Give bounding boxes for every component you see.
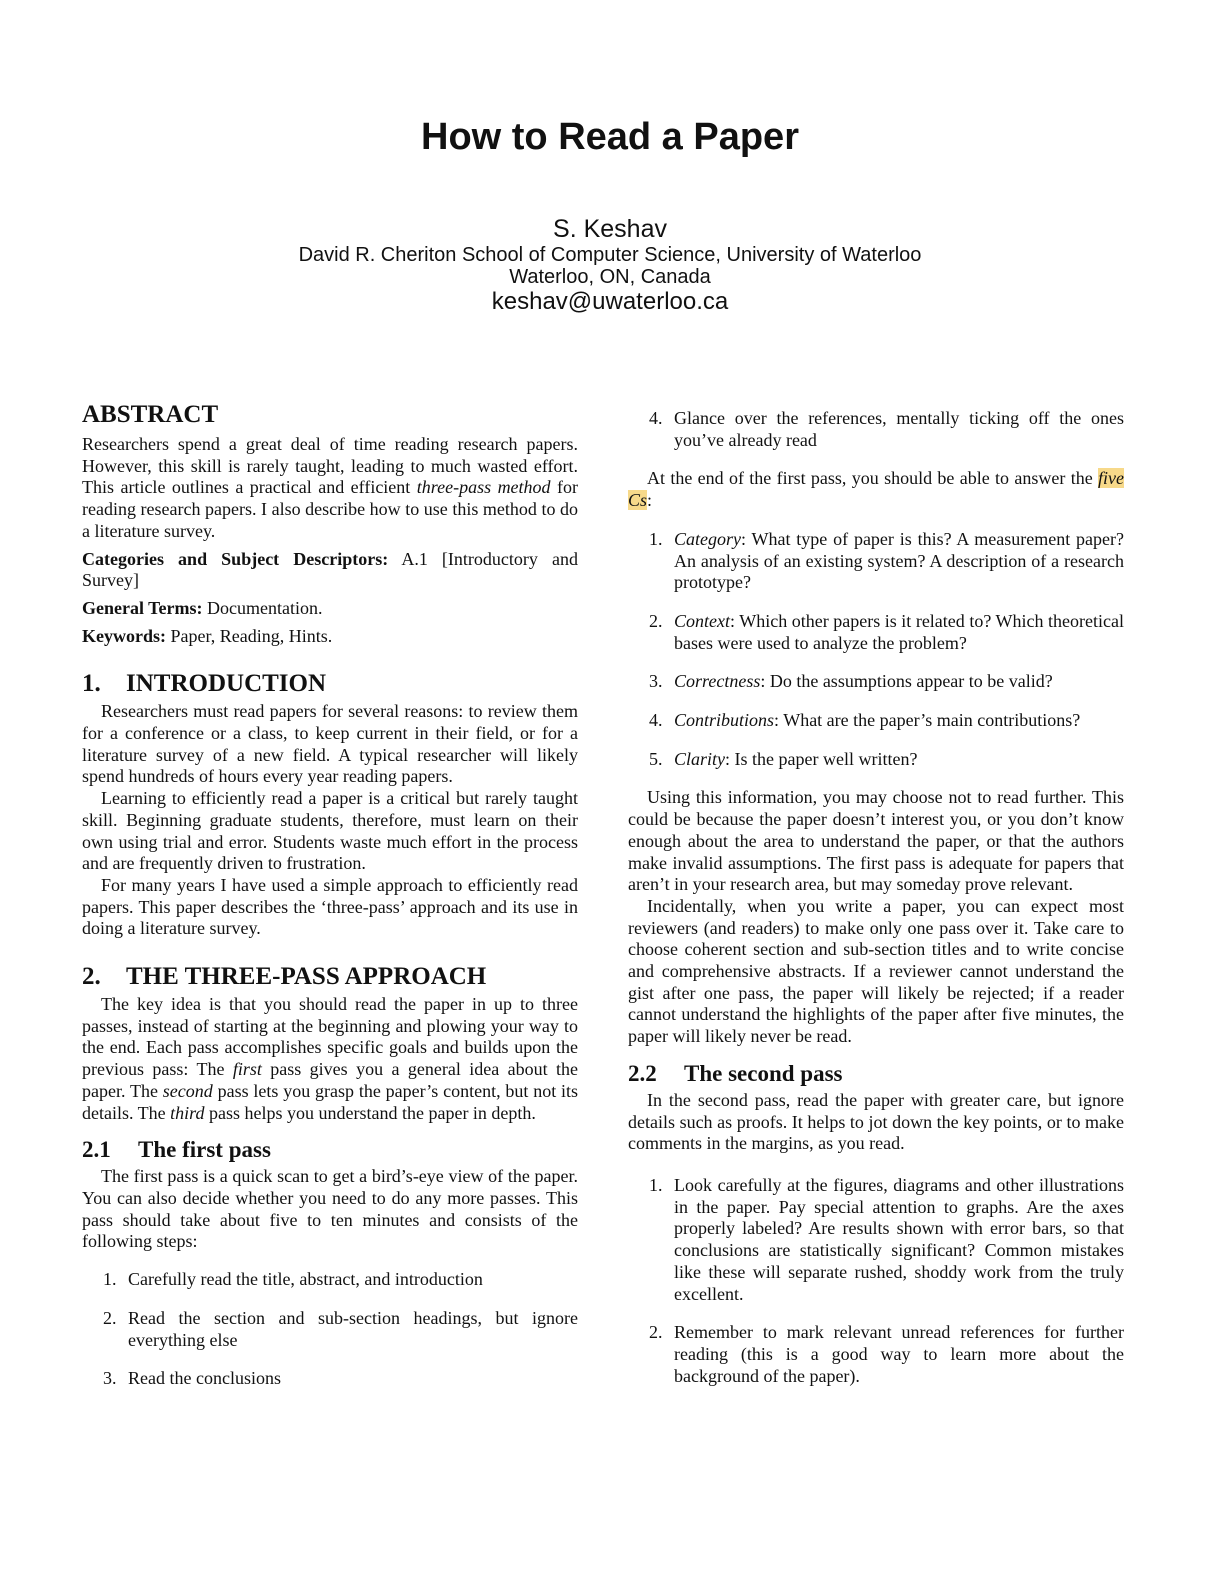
author-block [0,214,1220,316]
author-affiliation: David R. Cheriton School of Computer Science, University of Waterloo [298,244,922,266]
second-pass-intro: In the second pass, read the paper with greater care, but ignore details such as proofs. It helps to jot down the key points, or to make comments in the margins, as you read. [628,1089,1124,1154]
author-name: S. Keshav [553,215,667,243]
five-cs-list [628,529,1124,771]
second-pass-steps [628,1175,1124,1387]
left-column [82,400,578,1390]
intro-paragraph-2: Learning to efficiently read a paper is a critical but rarely taught skill. Beginning graduate students, therefore, must learn on their own using trial and error. Students waste much effort in the process and are frequently driven to frustration. [82,788,578,874]
first-pass-steps-continued [628,408,1124,451]
list-item: 2. Context: Which other papers is it related to? Which theoretical bases were used to analyze the problem? [649,610,1124,653]
second-pass-heading: 2.2 The second pass [628,1060,843,1086]
five-cs-intro: At the end of the first pass, you should be able to answer the five Cs: [628,468,1125,511]
first-pass-steps [82,1269,578,1390]
intro-paragraph-3: For many years I have used a simple approach to efficiently read papers. This paper describes the ‘three-pass’ approach and its use in doing a literature survey. [82,874,578,939]
intro-paragraph-1: Researchers must read papers for several reasons: to review them for a conference or a class, to keep current in their field, or for a literature survey of a new field. A typical researcher will likely spend hundreds of hours every year reading papers. [82,701,578,787]
intro-heading: 1. INTRODUCTION [82,670,327,698]
paper-title: How to Read a Paper [421,116,799,158]
first-pass-after-1: Using this information, you may choose not to read further. This could be because the paper doesn’t interest you, or you don’t know enough about the area to understand the paper, or that the authors make invalid assumptions. The first pass is adequate for papers that aren’t in your research area, but may someday prove relevant. [628,787,1124,895]
first-pass-after-2: Incidentally, when you write a paper, you can expect most reviewers (and readers) to make only one pass over it. Take care to choose coherent section and sub-section titles and to write concise and comprehensive abstracts. If a reviewer cannot understand the gist after one pass, the paper will likely be rejected; if a reader cannot understand the highlights of the paper after five minutes, the paper will likely never be read. [628,895,1124,1047]
list-item: 3. Correctness: Do the assumptions appear to be valid? [649,671,1053,692]
list-item: 1. Look carefully at the figures, diagrams and other illustrations in the paper. Pay special attention to graphs. Are the axes properly labeled? Are results shown with error bars, so that conclusions are statistically significant? Common mistakes like these will separate rushed, shoddy work from the truly excellent. [649,1174,1124,1304]
author-location: Waterloo, ON, Canada [509,266,711,288]
categories-line: Categories and Subject Descriptors: A.1 [Introductory and Survey] [82,548,578,591]
list-item: 1. Carefully read the title, abstract, and introduction [103,1269,483,1290]
five-cs-highlight: five Cs [628,468,1125,511]
right-column [628,408,1124,1387]
list-item: 3. Read the conclusions [103,1368,281,1389]
general-terms-line: General Terms: Documentation. [82,597,323,618]
keywords-line: Keywords: Paper, Reading, Hints. [82,625,333,646]
approach-heading: 2. THE THREE-PASS APPROACH [82,963,487,991]
list-item: 1. Category: What type of paper is this? A measurement paper? An analysis of an existing system? A description of a research prototype? [649,528,1124,593]
list-item: 4. Contributions: What are the paper’s main contributions? [649,710,1081,731]
list-item: 5. Clarity: Is the paper well written? [649,748,918,769]
abstract-heading: ABSTRACT [82,401,219,428]
list-item: 2. Remember to mark relevant unread references for further reading (this is a good way to learn more about the background of the paper). [649,1322,1124,1386]
list-item: 4. Glance over the references, mentally ticking off the ones you’ve already read [649,408,1124,450]
first-pass-intro: The first pass is a quick scan to get a bird’s-eye view of the paper. You can also decide whether you need to do any more passes. This pass should take about five to ten minutes and consists of the following steps: [82,1166,578,1252]
approach-paragraph: The key idea is that you should read the paper in up to three passes, instead of starting at the beginning and plowing your way to the end. Each pass accomplishes specific goals and builds upon the previous pass: The first pass gives you a general idea about the paper. The second pass lets you grasp the paper’s content, but not its details. The third pass helps you understand the paper in depth. [82,994,579,1123]
list-item: 2. Read the section and sub-section headings, but ignore everything else [103,1307,578,1350]
abstract-text: Researchers spend a great deal of time reading research papers. However, this skill is rarely taught, leading to much wasted effort. This article outlines a practical and efficient three-pass method for reading research papers. I also describe how to use this method to do a literature survey. [82,434,579,541]
first-pass-heading: 2.1 The first pass [82,1137,271,1163]
author-email: keshav@uwaterloo.ca [491,288,729,315]
